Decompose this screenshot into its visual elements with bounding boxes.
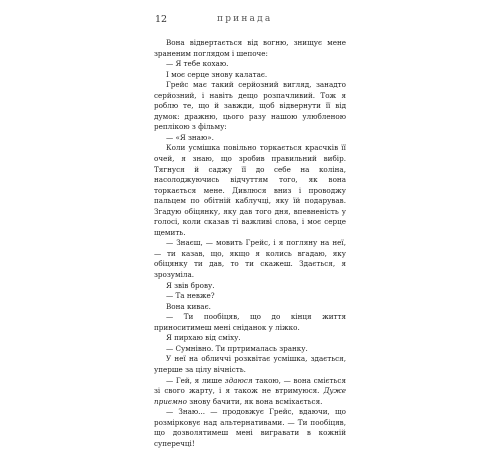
running-title: принада	[217, 14, 273, 24]
paragraph: — Та невже?	[166, 291, 215, 301]
paragraph: І моє серце знову калатає.	[166, 69, 268, 79]
paragraph: — Знаєш, — мовить Грейс, і я погляну на неї, — ти казав, що, якщо я колись вгадаю, яку обіцянку ти дав, то ти скажеш. Здається, я зрозуміла.	[154, 238, 346, 280]
paragraph: Я пирхаю від сміху.	[166, 333, 241, 343]
paragraph: — Знаю... — продовжує Грейс, вдаючи, що розмірковує над альтернативами. — Ти пообіцяв, що дозволятимеш мені вигравати в кожній суперечці!	[154, 407, 346, 448]
paragraph: — Ти пообіцяв, що до кінця життя приноситимеш мені сніданок у ліжко.	[154, 312, 346, 332]
paragraph: У неї на обличчі розквітає усмішка, здається, уперше за цілу вічність.	[154, 354, 346, 374]
paragraph-with-emphasis: — Гей, я лише здаюся такою, — вона сміється зі свого жарту, і я також не втримуюся. Дуже приємно знову бачити, як вона всміхається.	[154, 375, 346, 406]
paragraph: Грейс має такий серйозний вигляд, занадто серйозний, і навіть дещо розпачливий. Тож я роблю те, що й завжди, щоб відвернути її від думок: дражню, цього разу нашою улюбленою реплікою з фільму:	[154, 80, 346, 132]
body-text	[154, 38, 346, 449]
paragraph: — Я тебе кохаю.	[166, 59, 229, 69]
page-number: 12	[155, 14, 168, 25]
paragraph: Я звів брову.	[166, 280, 215, 290]
paragraph: — «Я знаю».	[166, 132, 214, 142]
page-header	[155, 14, 340, 28]
paragraph: Коли усмішка повільно торкається красчків її очей, я знаю, що зробив правильний вибір. Тягнуся й саджу її до себе на коліна, насолоджуючись відчуттям того, як вона торкається мене. Дивлюся вниз і проводжу пальцем по обітній каблучці, яку їй подарував. Згадую обіцянку, яку дав того дня, впевненість у голосі, коли сказав ті важливі слова, і моє серце щемить.	[154, 143, 346, 237]
paragraph: Вона відвертається від вогню, знищує мене зраненим поглядом і шепоче:	[154, 38, 346, 58]
paragraph: — Сумнівно. Ти пртрималась зранку.	[166, 343, 308, 353]
paragraph: Вона киває.	[166, 301, 211, 311]
